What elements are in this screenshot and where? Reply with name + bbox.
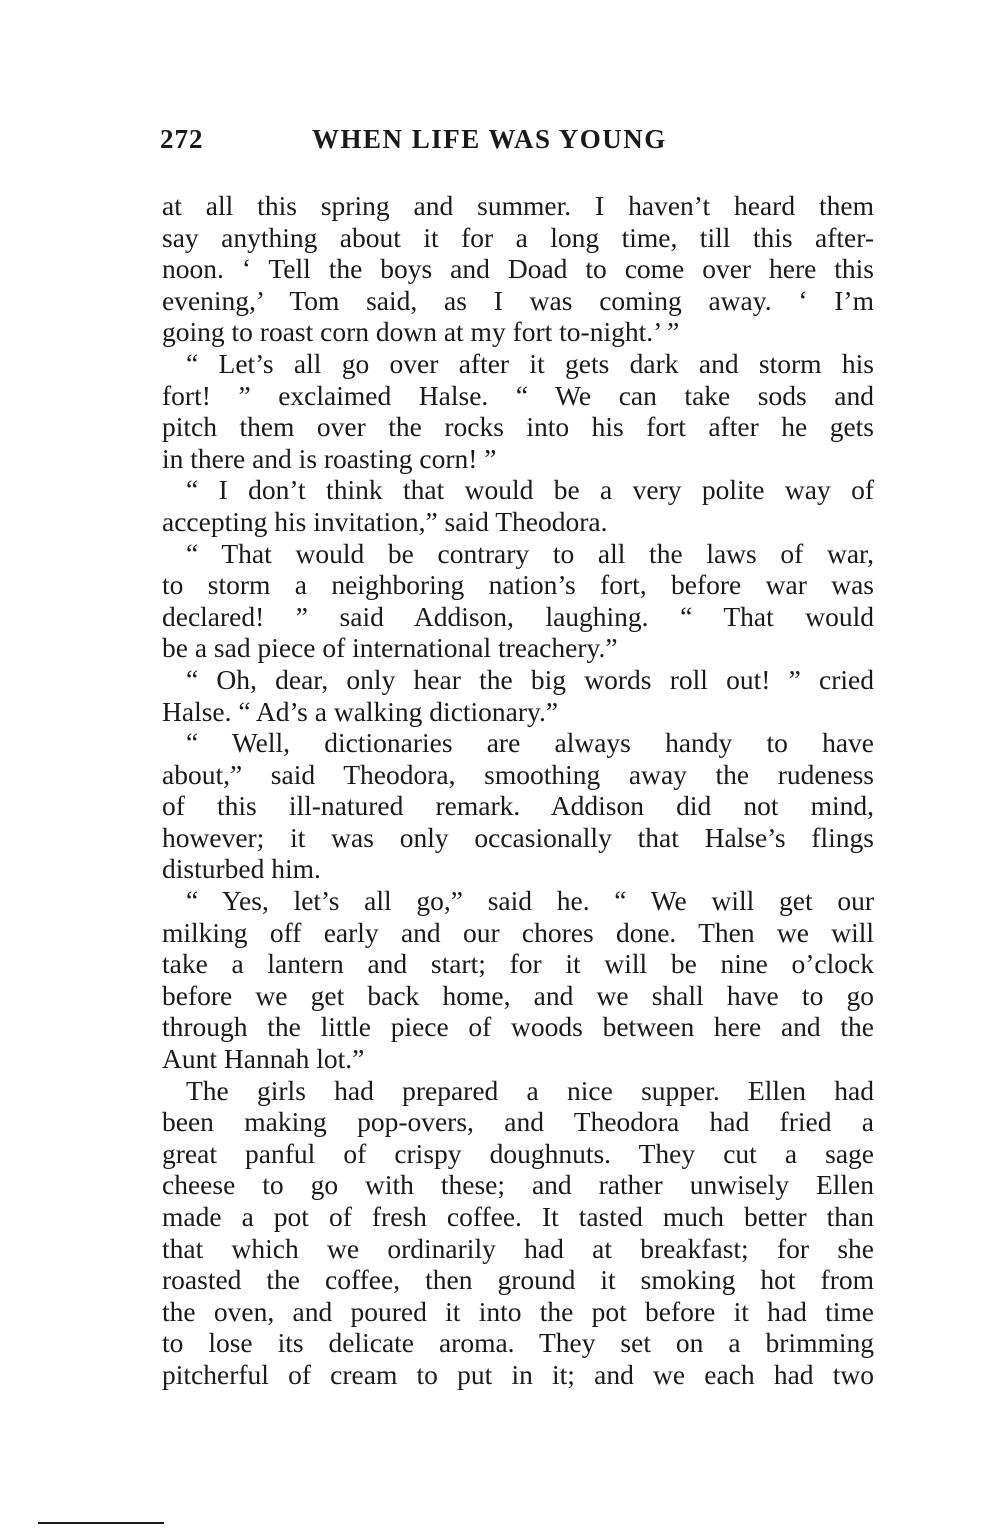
text-line: Aunt Hannah lot.” xyxy=(162,1043,365,1075)
text-line: the oven, and poured it into the pot before it had time xyxy=(162,1295,874,1327)
text-line: however; it was only occasionally that Halse’s flings xyxy=(162,821,874,853)
text-line: great panful of crispy doughnuts. They cut a sage xyxy=(162,1137,874,1169)
text-line: say anything about it for a long time, till this after- xyxy=(162,221,874,253)
text-line: before we get back home, and we shall have to go xyxy=(162,979,874,1011)
text-line: roasted the coffee, then ground it smoking hot from xyxy=(162,1264,874,1296)
text-line: take a lantern and start; for it will be nine o’clock xyxy=(162,948,874,980)
text-line: “ Let’s all go over after it gets dark and storm his xyxy=(186,347,874,379)
text-line: be a sad piece of international treachery.” xyxy=(162,632,618,664)
text-line: Halse. “ Ad’s a walking dictionary.” xyxy=(162,695,559,727)
text-line: “ Yes, let’s all go,” said he. “ We will get our xyxy=(186,885,874,917)
text-line: disturbed him. xyxy=(162,853,321,885)
text-line: about,” said Theodora, smoothing away the rudeness xyxy=(162,758,874,790)
text-line: going to roast corn down at my fort to-night.’ ” xyxy=(162,316,680,348)
text-line: made a pot of fresh coffee. It tasted much better than xyxy=(162,1201,874,1232)
text-line: “ That would be contrary to all the laws of war, xyxy=(186,537,874,569)
text-line: to lose its delicate aroma. They set on a brimming xyxy=(162,1327,874,1359)
text-line: milking off early and our chores done. Then we will xyxy=(162,916,874,948)
text-line: in there and is roasting corn! ” xyxy=(162,442,497,474)
text-line: through the little piece of woods between here and the xyxy=(162,1011,874,1043)
page-number: 272 xyxy=(160,124,204,154)
text-line: “ I don’t think that would be a very polite way of xyxy=(186,474,874,506)
text-line: accepting his invitation,” said Theodora. xyxy=(162,505,608,537)
text-line: to storm a neighboring nation’s fort, before war was xyxy=(162,569,874,601)
text-line: The girls had prepared a nice supper. Ellen had xyxy=(186,1074,874,1106)
text-line: pitcherful of cream to put in it; and we each had two xyxy=(162,1358,874,1390)
text-line: “ Well, dictionaries are always handy to have xyxy=(186,727,874,759)
running-title: WHEN LIFE WAS YOUNG xyxy=(312,124,667,154)
text-line: evening,’ Tom said, as I was coming away. ‘ I’m xyxy=(162,284,874,316)
text-line: declared! ” said Addison, laughing. “ That would xyxy=(162,600,874,632)
text-line: at all this spring and summer. I haven’t heard them xyxy=(162,190,874,221)
text-line: been making pop-overs, and Theodora had fried a xyxy=(162,1106,874,1138)
text-line: cheese to go with these; and rather unwisely Ellen xyxy=(162,1169,874,1201)
body-text xyxy=(162,190,874,1391)
text-line: that which we ordinarily had at breakfast; for she xyxy=(162,1232,874,1264)
text-line: of this ill-natured remark. Addison did not mind, xyxy=(162,790,874,822)
text-line: fort! ” exclaimed Halse. “ We can take sods and xyxy=(162,379,874,411)
text-line: pitch them over the rocks into his fort after he gets xyxy=(162,411,874,443)
text-line: “ Oh, dear, only hear the big words roll out! ” cried xyxy=(186,663,874,695)
text-line: noon. ‘ Tell the boys and Doad to come over here this xyxy=(162,253,874,285)
running-head xyxy=(160,124,872,158)
footer-rule xyxy=(38,1522,164,1524)
